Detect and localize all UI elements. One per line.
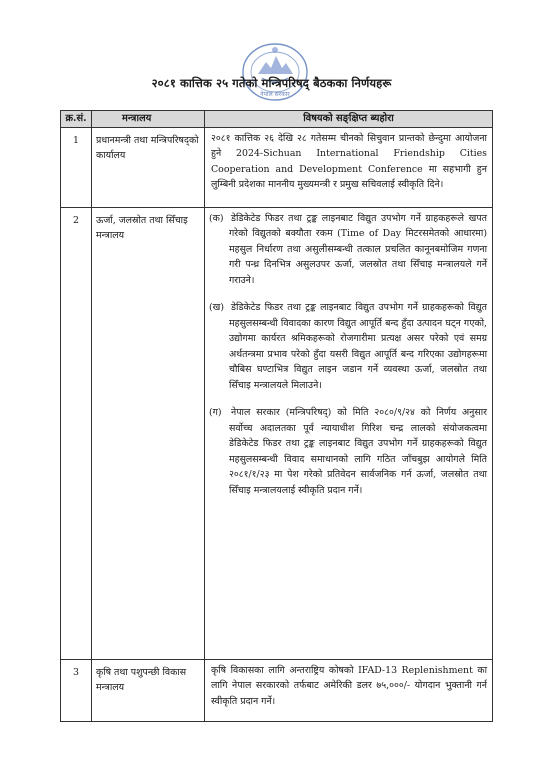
sub-decision-label: (ग) [209,407,222,418]
sub-decision-label: (ख) [209,302,224,313]
table-row [61,127,493,207]
row-subject: २०८१ कात्तिक २६ देखि २८ गतेसम्म चीनको सिचुवान प्रान्तको छेन्दुमा आयोजना हुने 2024-Sichuan International Friendship Cities Cooperation and Development Conference मा सहभागी हुन लुम्बिनी प्रदेशका माननीय मुख्यमन्त्री र प्रमुख सचिवलाई स्वीकृति दिने। [205,127,493,207]
sub-decision-text: डेडिकेटेड फिडर तथा ट्रङ्क लाइनबाट विद्युत उपभोग गर्ने ग्राहकहरूको विद्युत महसुलसम्बन्धी विवादका कारण विद्युत आपूर्ति बन्द हुँदा उत्पादन घट्न गएको, उद्योगमा कार्यरत श्रमिकहरूको रोजगारीमा प्रत्यक्ष असर परेको एवं समग्र अर्थतन्त्रमा प्रभाव परेको हुँदा यसरी विद्युत आपूर्ति बन्द गरिएका उद्योगहरूमा चौबिस घण्टाभित्र विद्युत लाइन जडान गर्ने व्यवस्था ऊर्जा, जलस्रोत तथा सिँचाइ मन्त्रालयले मिलाउने। [229,302,487,391]
row-ministry: ऊर्जा, जलस्रोत तथा सिँचाइ मन्त्रालय [92,207,205,659]
row-serial: 3 [61,659,92,721]
row-subject-list [205,207,493,659]
decisions-table [60,110,493,722]
sub-decision-label: (क) [209,212,224,224]
sub-decision [211,300,487,393]
row-serial: 1 [61,127,92,207]
table-row [61,207,493,659]
sub-decision-text: डेडिकेटेड फिडर तथा ट्रङ्क लाइनबाट विद्युत उपभोग गर्ने ग्राहकहरूले खपत गरेको विद्युतको बक्यौता रकम (Time of Day मिटरसमेतको आधारमा) महसुल निर्धारण तथा असुलीसम्बन्धी तत्काल प्रचलित कानूनबमोजिम गणना गरी पन्ध्र दिनभित्र असुलउपर ऊर्जा, जलस्रोत तथा सिँचाइ मन्त्रालयले गर्ने गराउने। [229,212,487,286]
row-ministry: प्रधानमन्त्री तथा मन्त्रिपरिषद्को कार्यालय [92,127,205,207]
government-seal-icon [236,38,314,108]
row-ministry: कृषि तथा पशुपन्छी विकास मन्त्रालय [92,659,205,721]
header-ministry: मन्त्रालय [92,111,205,128]
row-subject: कृषि विकासका लागि अन्तराष्ट्रिय कोषको IFAD-13 Replenishment का लागि नेपाल सरकारको तर्फबाट अमेरिकी डलर ७५,०००/- योगदान भुक्तानी गर्न स्वीकृति प्रदान गर्ने। [205,659,493,721]
header-serial: क्र.सं. [61,111,92,128]
page-title: २०८१ कात्तिक २५ गतेको मन्त्रिपरिषद् बैठकका निर्णयहरू [151,76,392,90]
seal-text: नेपाल सरकार [260,91,290,98]
sub-decision [211,405,487,498]
table-header-row [61,111,493,128]
table-row [61,659,493,721]
header-subject: विषयको सङ्क्षिप्त ब्यहोरा [205,111,493,128]
row-serial: 2 [61,207,92,659]
sub-decision-text: नेपाल सरकार (मन्त्रिपरिषद्) को मिति २०८०/९/२४ को निर्णय अनुसार सर्वोच्च अदालतका पूर्व न्यायाधीश गिरिश चन्द्र लालको संयोजकत्वमा डेडिकेटेड फिडर तथा ट्रङ्क लाइनबाट विद्युत उपभोग गर्ने ग्राहकहरूको विद्युत महसुलसम्बन्धी विवाद समाधानको लागि गठित जाँचबुझ आयोगले मिति २०८१/१/२३ मा पेश गरेको प्रतिवेदन सार्वजनिक गर्न ऊर्जा, जलस्रोत तथा सिँचाइ मन्त्रालयलाई स्वीकृति प्रदान गर्ने। [229,407,487,496]
sub-decision [211,211,487,289]
